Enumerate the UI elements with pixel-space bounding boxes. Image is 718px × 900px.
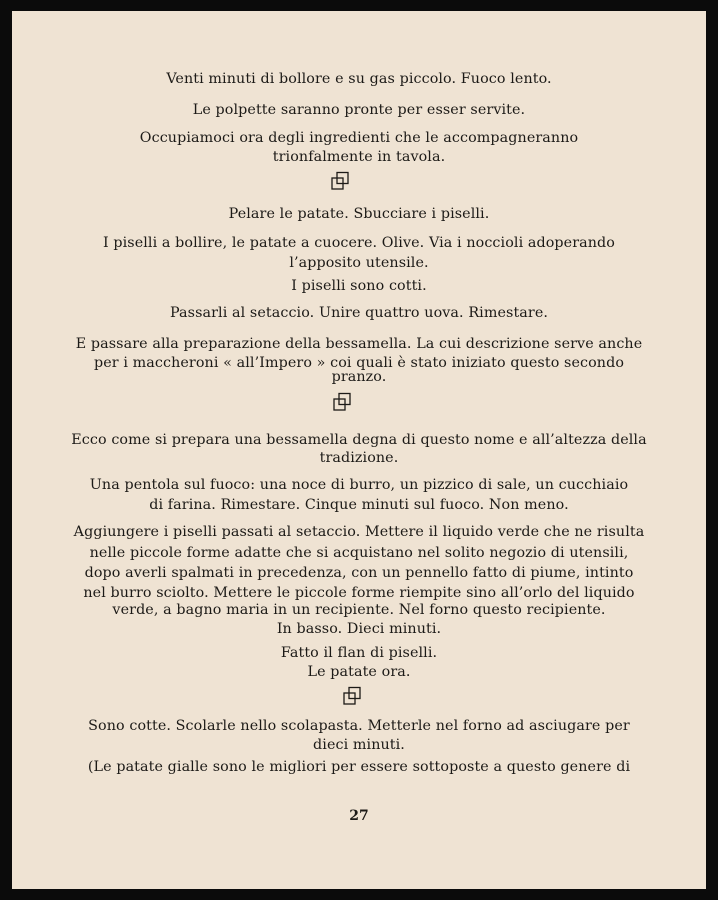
text-line: pranzo. <box>331 369 387 385</box>
text-line: Aggiungere i piselli passati al setaccio. Mettere il liquido verde che ne risulta <box>73 524 645 540</box>
text-line: Fatto il flan di piselli. <box>280 645 438 661</box>
text-line: Le polpette saranno pronte per esser servite. <box>192 102 526 118</box>
page-number: 27 <box>349 808 369 824</box>
overlapping-squares-ornament-icon <box>330 171 350 191</box>
text-line: Passarli al setaccio. Unire quattro uova. Rimestare. <box>169 305 549 321</box>
text-line: I piselli a bollire, le patate a cuocere. Olive. Via i noccioli adoperando <box>102 235 615 251</box>
book-page <box>12 11 706 889</box>
text-line: Venti minuti di bollore e su gas piccolo. Fuoco lento. <box>166 71 552 87</box>
text-line: I piselli sono cotti. <box>291 278 427 294</box>
text-line: tradizione. <box>319 450 399 466</box>
text-line: Occupiamoci ora degli ingredienti che le accompagneranno <box>139 130 579 146</box>
text-line: trionfalmente in tavola. <box>272 149 446 165</box>
text-line: Una pentola sul fuoco: una noce di burro, un pizzico di sale, un cucchiaio <box>89 477 629 493</box>
text-line: dieci minuti. <box>313 737 405 753</box>
text-line: per i maccheroni « all’Impero » coi quali è stato iniziato questo secondo <box>93 355 625 371</box>
text-line: dopo averli spalmati in precedenza, con un pennello fatto di piume, intinto <box>84 565 634 581</box>
text-line: nelle piccole forme adatte che si acquistano nel solito negozio di utensili, <box>89 545 629 561</box>
text-line: In basso. Dieci minuti. <box>276 621 442 637</box>
text-line: Pelare le patate. Sbucciare i piselli. <box>228 206 490 222</box>
overlapping-squares-ornament-icon <box>342 686 362 706</box>
overlapping-squares-ornament-icon <box>332 392 352 412</box>
text-line: nel burro sciolto. Mettere le piccole forme riempite sino all’orlo del liquido <box>83 585 635 601</box>
text-line: l’apposito utensile. <box>289 255 429 271</box>
text-line: di farina. Rimestare. Cinque minuti sul fuoco. Non meno. <box>149 497 569 513</box>
text-line: Le patate ora. <box>307 664 411 680</box>
text-line: Ecco come si prepara una bessamella degna di questo nome e all’altezza della <box>71 432 647 448</box>
text-line: E passare alla preparazione della bessamella. La cui descrizione serve anche <box>75 336 643 352</box>
text-line: verde, a bagno maria in un recipiente. Nel forno questo recipiente. <box>112 602 606 618</box>
text-line: Sono cotte. Scolarle nello scolapasta. Metterle nel forno ad asciugare per <box>88 718 630 734</box>
text-line: (Le patate gialle sono le migliori per essere sottoposte a questo genere di <box>87 759 631 775</box>
